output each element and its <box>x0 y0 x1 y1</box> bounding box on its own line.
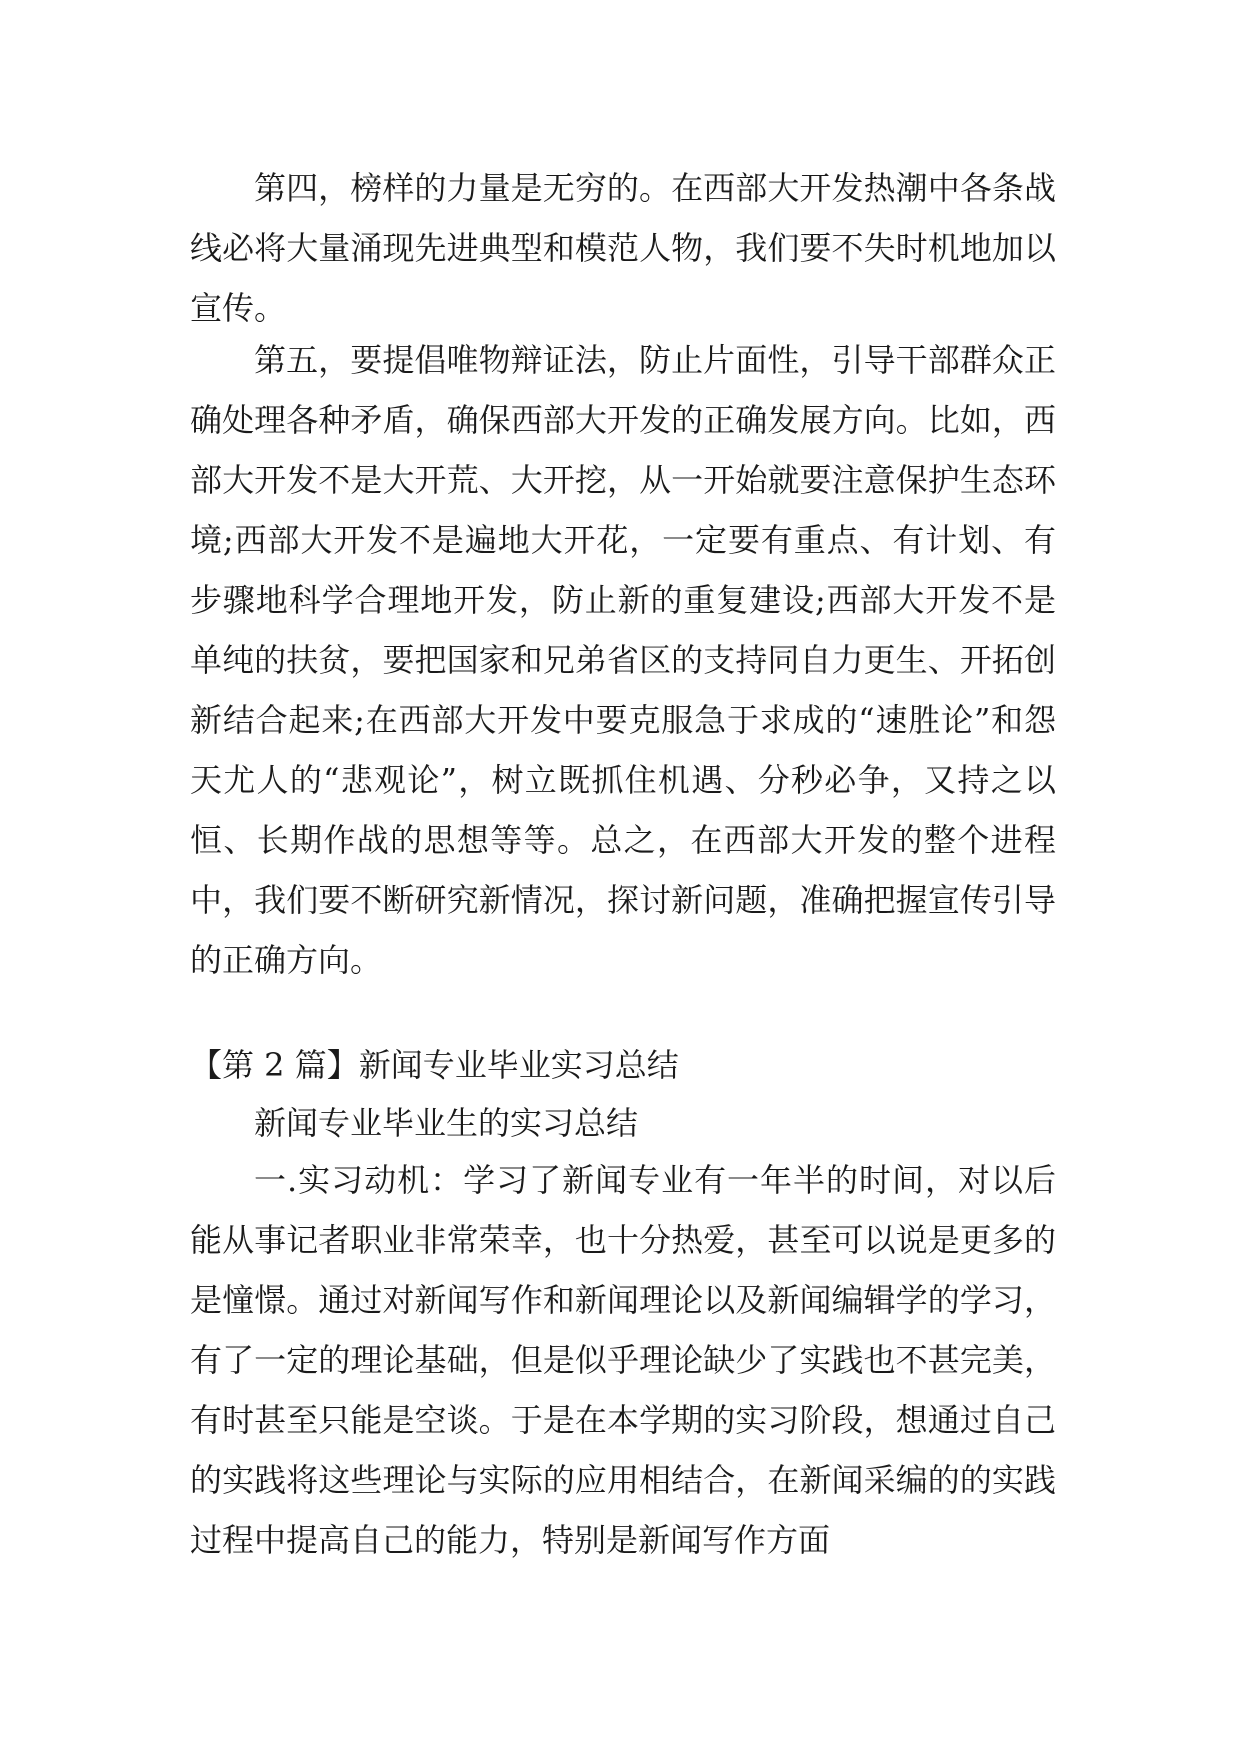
paragraph-text: 第四，榜样的力量是无穷的。在西部大开发热潮中各条战线必将大量涌现先进典型和模范人物，我们要不失时机地加以宣传。 <box>190 169 1056 327</box>
paragraph-internship-motivation <box>190 1150 1056 1570</box>
article-subtitle: 新闻专业毕业生的实习总结 <box>254 1104 639 1142</box>
section-heading: 【第 2 篇】新闻专业毕业实习总结 <box>190 1046 679 1084</box>
section-heading-block <box>190 1035 1056 1095</box>
subtitle-block <box>190 1093 1056 1153</box>
paragraph-fifth-point <box>190 330 1056 990</box>
paragraph-fourth-point <box>190 158 1056 338</box>
paragraph-text: 一.实习动机：学习了新闻专业有一年半的时间，对以后能从事记者职业非常荣幸，也十分热爱，甚至可以说是更多的是憧憬。通过对新闻写作和新闻理论以及新闻编辑学的学习，有了一定的理论基础，但是似乎理论缺少了实践也不甚完美，有时甚至只能是空谈。于是在本学期的实习阶段，想通过自己的实践将这些理论与实际的应用相结合，在新闻采编的的实践过程中提高自己的能力，特别是新闻写作方面 <box>190 1161 1056 1559</box>
paragraph-text: 第五，要提倡唯物辩证法，防止片面性，引导干部群众正确处理各种矛盾，确保西部大开发的正确发展方向。比如，西部大开发不是大开荒、大开挖，从一开始就要注意保护生态环境;西部大开发不是遍地大开花，一定要有重点、有计划、有步骤地科学合理地开发，防止新的重复建设;西部大开发不是单纯的扶贫，要把国家和兄弟省区的支持同自力更生、开拓创新结合起来;在西部大开发中要克服急于求成的“速胜论”和怨天尤人的“悲观论”，树立既抓住机遇、分秒必争，又持之以恒、长期作战的思想等等。总之，在西部大开发的整个进程中，我们要不断研究新情况，探讨新问题，准确把握宣传引导的正确方向。 <box>190 341 1056 979</box>
